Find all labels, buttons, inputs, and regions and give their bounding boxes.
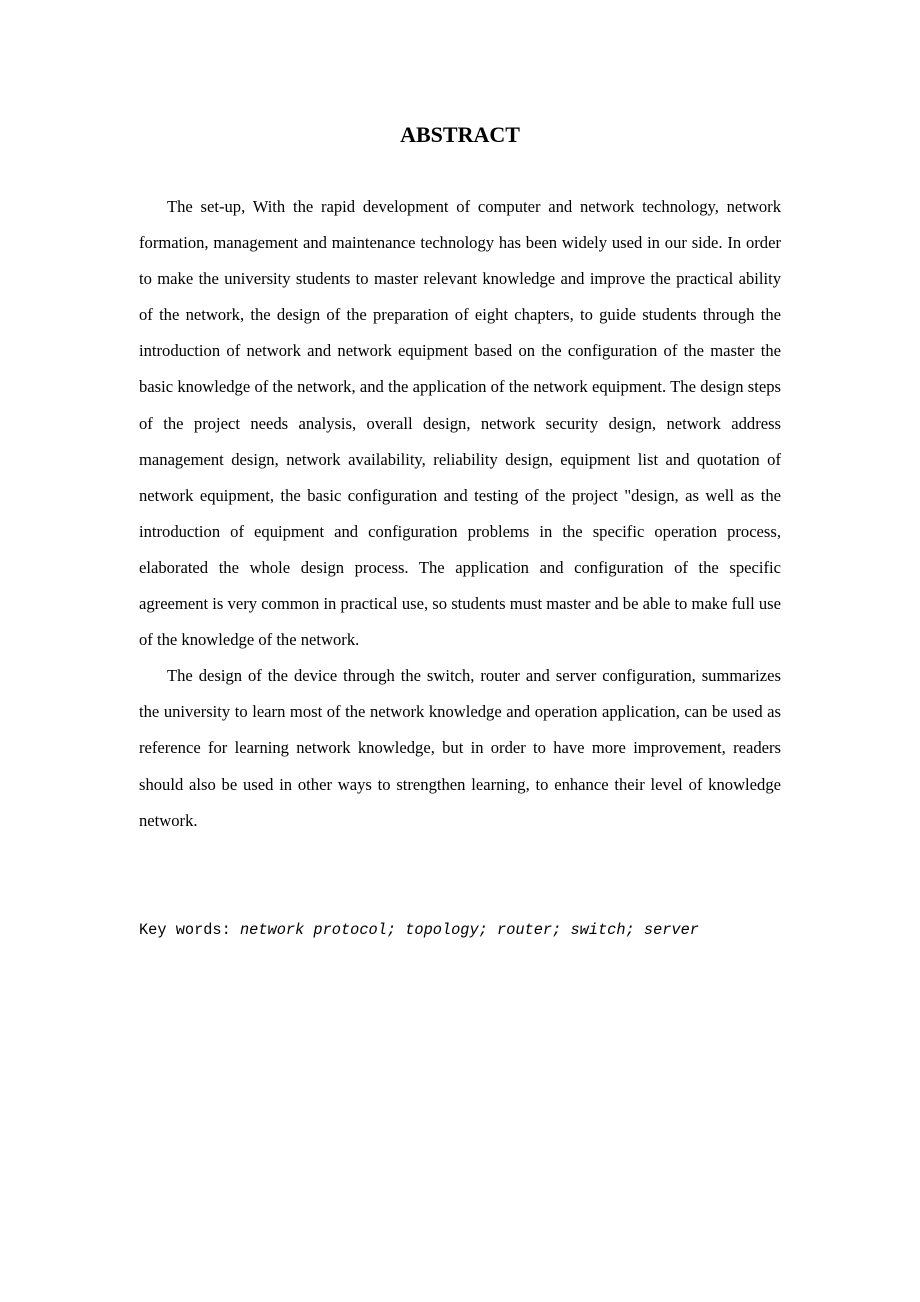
abstract-body <box>139 189 781 839</box>
abstract-title: ABSTRACT <box>400 122 520 147</box>
keywords-label: Key words: <box>139 921 240 939</box>
abstract-paragraph-2: The design of the device through the switch, router and server configuration, summarizes the university to learn most of the network knowledge and operation application, can be used as reference for learning network knowledge, but in order to have more improvement, readers should also be used in other ways to strengthen learning, to enhance their level of knowledge network. <box>139 666 781 830</box>
keywords-terms: network protocol; topology; router; switch; server <box>239 921 699 939</box>
keywords-line <box>139 917 839 943</box>
abstract-paragraph-1: The set-up, With the rapid development of computer and network technology, network formation, management and maintenance technology has been widely used in our side. In order to make the university students to master relevant knowledge and improve the practical ability of the network, the design of the preparation of eight chapters, to guide students through the introduction of network and network equipment based on the configuration of the master the basic knowledge of the network, and the application of the network equipment. The design steps of the project needs analysis, overall design, network security design, network address management design, network availability, reliability design, equipment list and quotation of network equipment, the basic configuration and testing of the project "design, as well as the introduction of equipment and configuration problems in the specific operation process, elaborated the whole design process. The application and configuration of the specific agreement is very common in practical use, so students must master and be able to make full use of the knowledge of the network. <box>139 197 781 650</box>
